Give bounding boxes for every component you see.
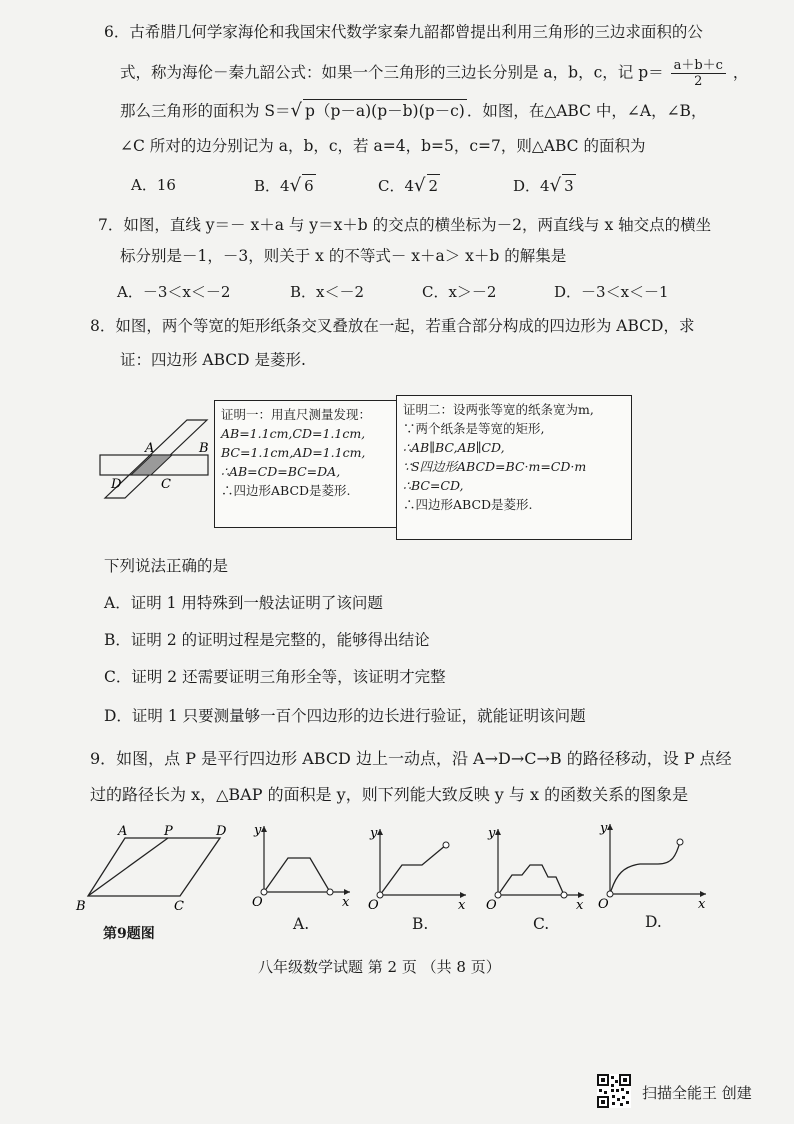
sqrt-symbol-icon: √ [414,175,426,196]
label-a: A [118,824,128,839]
proof-one-box [214,400,398,528]
q6-radicand: p（p－a)(p－b)(p－c) [303,99,467,122]
q9-graph-b[interactable] [366,825,471,915]
proof-one-line: ∴四边形ABCD是菱形. [221,483,351,498]
q6-line2-post: ， [732,63,749,82]
q8-option-a[interactable]: A．证明 1 用特殊到一般法证明了该问题 [104,594,383,612]
q9-line2: 过的路径长为 x，△BAP 的面积是 y，则下列能大致反映 y 与 x 的函数关系的图象是 [90,785,689,804]
sqrt-symbol-icon: √ [549,175,562,196]
q8-option-b[interactable]: B．证明 2 的证明过程是完整的，能够得出结论 [104,631,430,649]
q6-line3 [120,99,706,122]
q7-option-b[interactable]: B．x＜－2 [290,283,365,301]
q6-option-c[interactable] [378,174,440,197]
q6-line3-post: ．如图，在△ABC 中，∠A，∠B， [466,102,707,120]
q6-line1: 6．古希腊几何学家海伦和我国宋代数学家秦九韶都曾提出利用三角形的三边求面积的公 [104,23,703,41]
q6-line3-pre: 那么三角形的面积为 S＝ [120,102,291,120]
q6-line4: ∠C 所对的边分别记为 a，b，c，若 a=4，b=5，c=7，则△ABC 的面积为 [120,137,646,155]
q9-graph-c-label: C. [533,915,550,933]
label-b: B [76,899,86,914]
proof-two-line: ∵S四边形ABCD=BC·m=CD·m [403,459,587,474]
q6-fraction [671,58,726,89]
parallelogram-abcd [88,838,220,896]
proof-two-box [396,395,632,540]
graph-a-curve [264,858,330,892]
x-axis-label: x [576,898,584,913]
q6-option-d[interactable] [513,174,576,197]
proof-two-line: 证明二：设两张等宽的纸条宽为m, [403,402,594,417]
label-p: P [164,824,173,839]
y-axis-label: y [488,826,496,841]
origin-label: O [368,898,379,913]
y-axis-label: y [370,826,378,841]
q8-line2: 证：四边形 ABCD 是菱形. [120,351,306,369]
q6-option-a[interactable] [131,174,176,196]
q9-line1: 9．如图，点 P 是平行四边形 ABCD 边上一动点，沿 A→D→C→B 的路径移动，设 P 点经 [90,749,732,768]
proof-two-line: ∴AB∥BC,AB∥CD, [403,440,505,455]
q7-option-c[interactable]: C．x＞－2 [422,283,497,301]
q6-line2-pre: 式，称为海伦－秦九韶公式：如果一个三角形的三边长分别是 a，b，c，记 p＝ [120,63,664,82]
proof-one-line: 证明一：用直尺测量发现： [221,407,372,422]
label-d: D [111,477,122,492]
y-axis-label: y [254,823,262,838]
q9-graph-c[interactable] [484,825,589,915]
q9-graph-b-label: B. [412,915,429,933]
q6-option-a-label: A．16 [131,176,176,194]
q6-option-b-radicand: 6 [302,174,316,197]
q9-graph-a-label: A. [293,915,310,933]
segment-bp [88,838,168,896]
q8-option-c[interactable]: C．证明 2 还需要证明三角形全等，该证明才完整 [104,668,446,686]
label-b: B [199,441,209,456]
graph-d-curve [610,842,680,894]
origin-label: O [598,897,609,912]
q9-figure-caption: 第9题图 [103,926,155,942]
graph-c-curve [498,865,564,895]
q7-line1: 7．如图，直线 y＝－ x＋a 与 y＝x＋b 的交点的横坐标为－2，两直线与 x 轴交点的横坐 [98,216,712,234]
q6-fraction-denominator: 2 [694,74,703,89]
q6-option-d-radicand: 3 [562,174,576,197]
page-footer: 八年级数学试题 第 2 页 （共 8 页） [258,958,501,976]
proof-one-line: ∴AB=CD=BC=DA, [221,464,341,479]
q7-line2: 标分别是－1，－3，则关于 x 的不等式－ x＋a＞ x＋b 的解集是 [120,247,567,265]
q6-option-d-label: D．4 [513,177,550,195]
proof-one-line: BC=1.1cm,AD=1.1cm, [221,445,366,460]
proof-two-line: ∴BC=CD, [403,478,464,493]
q6-fraction-numerator: a＋b＋c [671,58,726,74]
y-axis-label: y [600,821,608,836]
q6-line2 [120,58,748,89]
q6-option-b-label: B．4 [254,177,290,195]
graph-b-curve [380,845,446,895]
label-d: D [216,824,227,839]
label-c: C [161,477,171,492]
origin-label: O [486,898,497,913]
q7-option-a[interactable]: A．－3＜x＜－2 [117,283,231,301]
proof-two-line: ∴四边形ABCD是菱形. [403,497,533,512]
q8-option-d[interactable]: D．证明 1 只要测量够一百个四边形的边长进行验证，就能证明该问题 [104,707,586,725]
q6-option-b[interactable] [254,174,316,197]
q6-option-c-label: C．4 [378,177,415,195]
label-c: C [174,899,184,914]
scanner-watermark: 扫描全能王 创建 [642,1084,752,1102]
sqrt-symbol-icon: √ [289,175,302,196]
x-axis-label: x [342,895,350,910]
q7-option-d[interactable]: D．－3＜x＜－1 [554,283,669,301]
proof-two-line: ∵两个纸条是等宽的矩形, [403,421,545,436]
q9-parallelogram-figure [70,818,240,918]
proof-one-line: AB=1.1cm,CD=1.1cm, [221,426,366,441]
sqrt-symbol-icon: √ [290,100,303,121]
x-axis-label: x [698,897,706,912]
x-axis-label: x [458,898,466,913]
q8-prompt: 下列说法正确的是 [104,557,229,575]
label-a: A [145,441,155,456]
q9-graph-a[interactable] [250,822,355,912]
q6-option-c-radicand: 2 [427,174,441,197]
q9-graph-d[interactable] [596,820,711,912]
overlap-rhombus [131,455,172,475]
origin-label: O [252,895,263,910]
q8-paper-strips-figure [95,410,215,500]
qr-code-icon [597,1074,631,1108]
q8-line1: 8．如图，两个等宽的矩形纸条交叉叠放在一起，若重合部分构成的四边形为 ABCD，求 [90,317,695,335]
q9-graph-d-label: D. [645,913,662,931]
